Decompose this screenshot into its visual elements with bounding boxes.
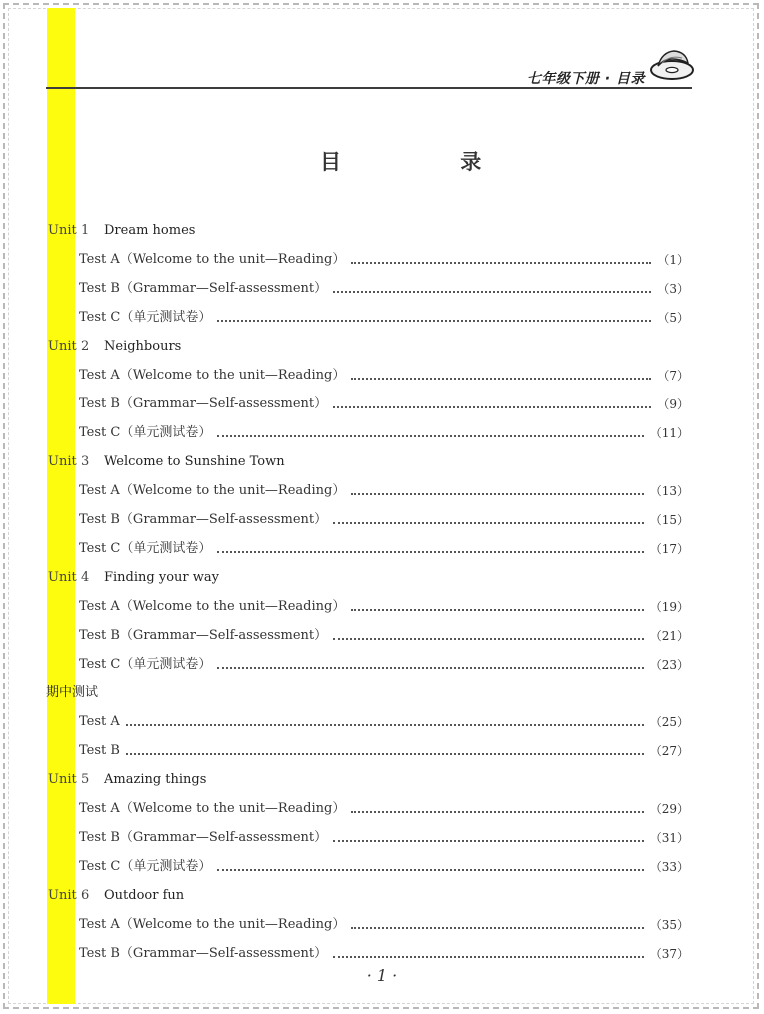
toc-entry bbox=[0, 856, 764, 878]
toc-entry-line bbox=[79, 711, 689, 733]
toc-entry bbox=[0, 480, 764, 502]
entry-page-number: （1） bbox=[657, 253, 689, 267]
toc-entry bbox=[0, 914, 764, 936]
entry-label: Test A（Welcome to the unit—Reading） bbox=[79, 599, 346, 614]
entry-label: Test B（Grammar—Self-assessment） bbox=[79, 396, 328, 411]
toc-entry-line bbox=[79, 278, 689, 300]
unit-label: Unit bbox=[48, 888, 77, 903]
dot-leader bbox=[217, 320, 651, 322]
dot-leader bbox=[351, 493, 643, 495]
entry-page-number: （11） bbox=[649, 426, 689, 440]
toc-unit-heading bbox=[0, 220, 764, 242]
entry-page-number: （3） bbox=[657, 282, 689, 296]
dot-leader bbox=[333, 522, 644, 524]
unit-title: Amazing things bbox=[104, 772, 207, 787]
toc-entry-line bbox=[79, 914, 689, 936]
toc-entry-line bbox=[79, 740, 689, 762]
dot-leader bbox=[217, 435, 643, 437]
toc-entry-line bbox=[79, 827, 689, 849]
toc-entry-line bbox=[79, 509, 689, 531]
entry-page-number: （25） bbox=[649, 715, 689, 729]
toc-entry bbox=[0, 538, 764, 560]
dot-leader bbox=[351, 378, 651, 380]
entry-label: Test A（Welcome to the unit—Reading） bbox=[79, 917, 346, 932]
entry-label: Test B（Grammar—Self-assessment） bbox=[79, 281, 328, 296]
dot-leader bbox=[217, 869, 643, 871]
toc-entry-line bbox=[79, 625, 689, 647]
entry-label: Test C（单元测试卷） bbox=[79, 541, 212, 556]
toc-unit-heading bbox=[0, 336, 764, 358]
entry-page-number: （29） bbox=[649, 802, 689, 816]
entry-label: Test A（Welcome to the unit—Reading） bbox=[79, 801, 346, 816]
entry-page-number: （9） bbox=[657, 397, 689, 411]
unit-title: Finding your way bbox=[104, 570, 219, 585]
toc-entry-line bbox=[79, 249, 689, 271]
entry-label: Test A（Welcome to the unit—Reading） bbox=[79, 368, 346, 383]
toc-entry bbox=[0, 307, 764, 329]
entry-page-number: （37） bbox=[649, 947, 689, 961]
dot-leader bbox=[217, 551, 643, 553]
toc-entry bbox=[0, 509, 764, 531]
toc-entry-line bbox=[79, 943, 689, 965]
unit-title: Neighbours bbox=[104, 339, 182, 354]
unit-label: Unit bbox=[48, 772, 77, 787]
dot-leader bbox=[351, 262, 651, 264]
entry-label: Test B（Grammar—Self-assessment） bbox=[79, 628, 328, 643]
dot-leader bbox=[351, 609, 643, 611]
toc-entry bbox=[0, 422, 764, 444]
toc-entry-line bbox=[79, 422, 689, 444]
entry-label: Test A（Welcome to the unit—Reading） bbox=[79, 483, 346, 498]
toc-entry bbox=[0, 393, 764, 415]
toc-entry bbox=[0, 740, 764, 762]
unit-number: 3 bbox=[81, 454, 90, 469]
unit-number: 5 bbox=[81, 772, 90, 787]
page-heading: 目 录 bbox=[320, 150, 538, 174]
entry-label: Test C（单元测试卷） bbox=[79, 657, 212, 672]
toc-entry-line bbox=[79, 654, 689, 676]
toc-entry bbox=[0, 943, 764, 965]
entry-page-number: （21） bbox=[649, 629, 689, 643]
dot-leader bbox=[126, 724, 644, 726]
entry-page-number: （17） bbox=[649, 542, 689, 556]
toc-entry bbox=[0, 654, 764, 676]
toc-entry bbox=[0, 625, 764, 647]
entry-page-number: （7） bbox=[657, 369, 689, 383]
entry-page-number: （5） bbox=[657, 311, 689, 325]
toc-entry bbox=[0, 278, 764, 300]
toc-entry-line bbox=[79, 798, 689, 820]
toc-entry bbox=[0, 711, 764, 733]
toc-section-heading bbox=[0, 682, 764, 704]
dot-leader bbox=[333, 638, 644, 640]
dot-leader bbox=[333, 291, 651, 293]
unit-label: Unit bbox=[48, 339, 77, 354]
toc-entry bbox=[0, 596, 764, 618]
toc-entry bbox=[0, 827, 764, 849]
toc-unit-heading bbox=[0, 769, 764, 791]
running-header-title: 七年级下册 · 目录 bbox=[526, 71, 645, 87]
dot-leader bbox=[351, 927, 643, 929]
toc-entry-line bbox=[79, 480, 689, 502]
entry-label: Test B（Grammar—Self-assessment） bbox=[79, 830, 328, 845]
unit-title: Welcome to Sunshine Town bbox=[104, 454, 285, 469]
toc-entry-line bbox=[79, 393, 689, 415]
entry-page-number: （13） bbox=[649, 484, 689, 498]
dot-leader bbox=[217, 667, 643, 669]
toc-unit-heading bbox=[0, 567, 764, 589]
toc-entry-line bbox=[79, 596, 689, 618]
section-title: 期中测试 bbox=[46, 685, 99, 700]
page-number: · 1 · bbox=[366, 966, 398, 985]
unit-number: 1 bbox=[81, 223, 90, 238]
dot-leader bbox=[351, 811, 643, 813]
entry-page-number: （27） bbox=[649, 744, 689, 758]
toc-entry bbox=[0, 249, 764, 271]
toc-entry bbox=[0, 365, 764, 387]
entry-label: Test B bbox=[79, 743, 120, 758]
toc-entry-line bbox=[79, 856, 689, 878]
unit-number: 6 bbox=[81, 888, 90, 903]
entry-page-number: （19） bbox=[649, 600, 689, 614]
unit-label: Unit bbox=[48, 570, 77, 585]
entry-label: Test B（Grammar—Self-assessment） bbox=[79, 512, 328, 527]
dot-leader bbox=[333, 956, 644, 958]
toc-entry bbox=[0, 798, 764, 820]
entry-label: Test C（单元测试卷） bbox=[79, 859, 212, 874]
dot-leader bbox=[333, 406, 651, 408]
unit-title: Outdoor fun bbox=[104, 888, 185, 903]
entry-page-number: （35） bbox=[649, 918, 689, 932]
entry-label: Test A（Welcome to the unit—Reading） bbox=[79, 252, 346, 267]
toc-entry-line bbox=[79, 307, 689, 329]
entry-label: Test C（单元测试卷） bbox=[79, 310, 212, 325]
unit-label: Unit bbox=[48, 454, 77, 469]
dot-leader bbox=[126, 753, 644, 755]
entry-page-number: （15） bbox=[649, 513, 689, 527]
entry-page-number: （31） bbox=[649, 831, 689, 845]
entry-label: Test B（Grammar—Self-assessment） bbox=[79, 946, 328, 961]
entry-label: Test A bbox=[79, 714, 120, 729]
unit-title: Dream homes bbox=[104, 223, 196, 238]
unit-label: Unit bbox=[48, 223, 77, 238]
toc-entry-line bbox=[79, 538, 689, 560]
entry-page-number: （33） bbox=[649, 860, 689, 874]
toc-unit-heading bbox=[0, 885, 764, 907]
unit-number: 2 bbox=[81, 339, 90, 354]
unit-number: 4 bbox=[81, 570, 90, 585]
toc-unit-heading bbox=[0, 451, 764, 473]
dot-leader bbox=[333, 840, 644, 842]
entry-page-number: （23） bbox=[649, 658, 689, 672]
entry-label: Test C（单元测试卷） bbox=[79, 425, 212, 440]
toc-entry-line bbox=[79, 365, 689, 387]
